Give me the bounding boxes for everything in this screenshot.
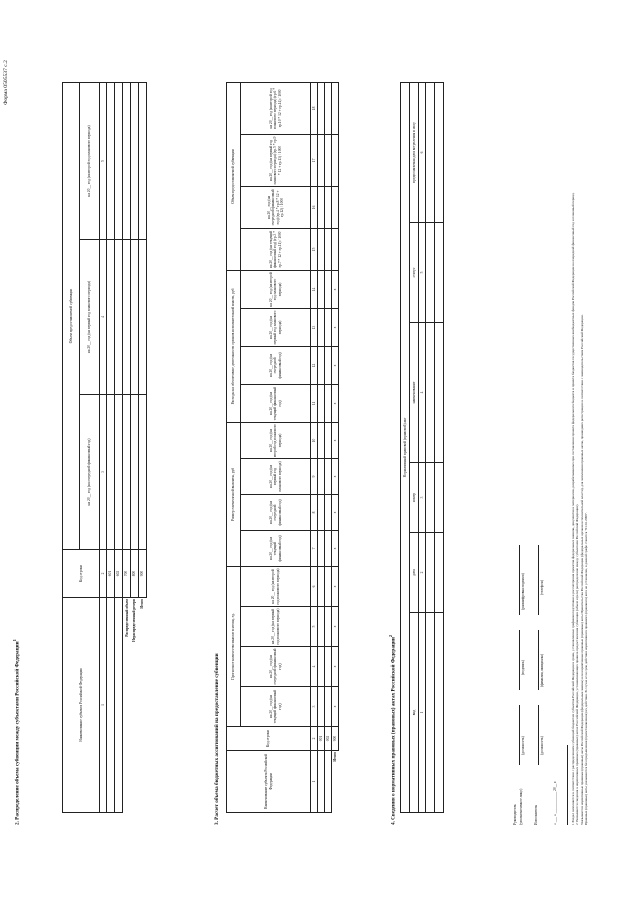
s2-head-code: Код строки [63,550,100,598]
s4-colnum: 3 [419,463,426,533]
s3-cell [325,384,332,422]
s3-row-code: 001 [318,727,325,751]
s3-colnum: 16 [311,186,318,228]
section4-title-text: 4. Сведения о нормативных правовых (правовых) актах Российской Федерации [390,637,397,825]
s3-head-code: Код строки [227,727,311,751]
s2-cell [115,395,123,550]
s2-total-label: Распределенный объем [124,599,129,637]
s2-row-code: 602 [115,550,123,598]
table-row [107,83,115,813]
s3-cell [325,566,332,606]
s3-colnum: 17 [311,134,318,186]
phone-caption: (телефон) [540,579,544,595]
s3-colnum-row [311,82,318,812]
s3-colnum: 8 [311,494,318,530]
s3-cell [318,566,325,606]
s3-head-admin: Расходы на обеспечение деятельности органов исполнительной власти, руб [227,270,241,422]
section2-title [12,639,21,825]
s3-colnum: 3 [311,687,318,727]
s2-colnum: 3 [100,395,107,550]
footnote-1: 1 Раздел заполняется в соответствии с распределением субвенций бюджетам субъектов Российской Федерации в сроки, установленные графиком подготовки и рассмотрения проектов федеральных законов, документов и материалов, разрабатываемых при составлении проекта федерального бюджета и проекта бюджетов государственных внебюджетных фондов Российской Федерации на очередной финансовый год и плановый период. [571,192,575,825]
footnote-separator [567,745,568,825]
fio-caption: (фамилия, инициалы) [540,653,544,687]
s3-cell [325,228,332,270]
s2-total-code: 700 [123,550,131,598]
s3-x: x [332,607,339,647]
s3-sub: на 20__ год (на второй год планового периода) [241,270,311,308]
s2-head-year1: на 20__ год (на очередной финансовый год) [80,395,100,550]
s2-total-label: Итого [140,599,145,609]
s2-head-name: Наименование субъекта Российской Федерации [63,598,100,813]
signature-line [538,705,539,765]
s3-x: x [332,687,339,727]
s3-cell [318,82,325,134]
s3-x: x [332,458,339,494]
s3-x: x [332,346,339,384]
footnote-4: Правовые (правовые) акты указываются без предъявления (приостановления) их действия. В случае если срок действия нормативного правового (правового) акта не установлен, в данной графе ставится "01.01.2099". [583,511,588,825]
s4-colnum: 4 [419,323,426,463]
s3-cell [325,607,332,647]
s4-colnum: 2 [419,533,426,613]
s2-cell [139,83,147,240]
s3-cell [318,270,325,308]
s3-cell [325,308,332,346]
s4-head-col: наименование [410,323,419,463]
s4-cell [426,463,435,533]
s4-head-col: предполагаемая дата вступления в силу [410,82,419,222]
s3-sub: на 20__ год (на очередной финансовый год) (гр.4 * гр.8 * 12 + гр.12) / 1000 [241,186,311,228]
s3-cell [318,530,325,566]
s2-colnum: 4 [100,240,107,395]
s3-cell [318,751,325,813]
s3-cell [325,687,332,727]
s3-cell [325,134,332,186]
s2-cell [107,83,115,240]
executor-label: Исполнитель [534,804,538,825]
s2-cell [131,83,139,240]
section2-title-text: 2. Распределение объема субвенции между субъектами Российской Федерации [14,641,21,825]
s3-colnum: 2 [311,727,318,751]
s2-cell [131,395,139,550]
s3-cell [325,82,332,134]
s2-colnum: 1 [100,598,107,813]
s3-x: x [332,647,339,687]
s2-head-year2: на 20__ год (на первый год планового периода) [80,240,100,395]
s3-sub: на 20__ год (на второй год планового периода) (гр.6 * гр.10 * 12 + гр.14) / 1000 [241,82,311,134]
s3-cell [318,458,325,494]
s3-cell [318,687,325,727]
s2-row-code: 601 [107,550,115,598]
s3-cell [325,494,332,530]
s2-cell [139,240,147,395]
section4-title [388,635,397,825]
s3-cell [325,647,332,687]
table-row [332,82,339,812]
s3-head-count: Прогнозное количество выплат в месяц, ед. [227,566,241,726]
s3-x: x [332,494,339,530]
signature-line [538,630,539,690]
s3-sub: на 20__ год (на очередной финансовый год) [241,647,311,687]
s3-colnum: 13 [311,308,318,346]
s4-cell [435,533,444,613]
s3-sub: на 20__ год (на первый год планового периода) [241,607,311,647]
s3-cell [318,186,325,228]
s3-cell [325,422,332,458]
s4-cell [435,82,444,222]
signature-line [519,705,520,765]
s2-total-label: Нераспределенный резерв [132,599,137,642]
footnote-2: 2 Указываются сведения о нормативных правовых (правовых) актах Российской Федерации, устанавливающих правила предоставления субвенции (объем и (или) распределение между субъектами Российской Федерации). [575,503,580,825]
s3-head-volume: Объем предоставляемой субвенции [227,82,241,270]
signature-line [519,630,520,690]
s4-head-col: вид [410,613,419,813]
s3-colnum: 12 [311,346,318,384]
s3-cell [318,422,325,458]
s2-total-code: 900 [139,550,147,598]
s3-cell [325,186,332,228]
s3-sub: на 20__ год (на очередной финансовый год) [241,494,311,530]
decoding-caption: (расшифровка подписи) [521,573,525,610]
s4-cell [426,223,435,323]
s3-cell [332,82,339,134]
s2-colnum: 5 [100,83,107,240]
s3-cell [318,308,325,346]
s4-cell [426,533,435,613]
table-row [131,83,139,813]
s2-cell [107,240,115,395]
s4-colnum: 5 [419,223,426,323]
s3-colnum: 7 [311,530,318,566]
s3-colnum: 6 [311,566,318,606]
s2-cell [107,598,115,813]
s3-cell [318,384,325,422]
table-row [426,82,435,812]
s4-cell [435,323,444,463]
s3-sub: на 20__ год (на очередной финансовый год) [241,346,311,384]
section2-footnote-mark: 1 [12,639,17,642]
s3-x: x [332,530,339,566]
s3-cell [325,270,332,308]
table-row [325,82,332,812]
s3-cell [325,751,332,813]
s3-cell [325,458,332,494]
table-row [318,82,325,812]
s3-head-name: Наименование субъекта Российской Федерации [227,751,311,813]
s2-cell [131,240,139,395]
s3-x: x [332,422,339,458]
s2-cell [115,83,123,240]
s4-head-col: статус [410,223,419,323]
head-label-2: (уполномоченное лицо) [519,788,523,825]
table-row [435,82,444,812]
s3-colnum: 1 [311,751,318,813]
s3-cell [332,228,339,270]
s3-cell [332,186,339,228]
s3-head-size: Размер ежемесячной выплаты, руб [227,422,241,566]
s4-cell [435,613,444,813]
s3-x: x [332,566,339,606]
section4-footnote-mark: 2 [388,634,393,638]
s3-cell [318,607,325,647]
table-row [115,83,123,813]
s3-sub: на 20__ год (на первый год планового периода) [241,458,311,494]
s3-cell [325,346,332,384]
s3-cell [318,647,325,687]
s3-sub: на 20__ год (на текущий финансовый год) (гр.3 * гр.7 * 12 + гр.11) / 1000 [241,228,311,270]
s3-cell [318,494,325,530]
s3-colnum: 4 [311,647,318,687]
s3-cell [325,530,332,566]
position-caption: (должность) [540,736,544,755]
s4-cell [426,323,435,463]
signature-line [519,545,520,615]
s4-colnum: 1 [419,613,426,813]
position-caption: (должность) [521,736,525,755]
s2-cell [115,598,123,813]
s4-colnum: 6 [419,82,426,222]
s4-cell [435,463,444,533]
section3-table [226,82,339,813]
s3-cell [318,346,325,384]
s3-x: x [332,384,339,422]
footnote-3: Указываются нормативные правовые (правовые) акты Российской Федерации (федеральные законы) или нормативные правовые (правовые) акты Правительства Российской Федерации (федеральных органов исполнительной власти), для заполнения правовых актов, прошедших регистрацию в соответствии с законодательством Российской Федерации. [579,314,584,825]
s4-head-col: дата [410,533,419,613]
s2-cell [123,240,131,395]
s3-x: x [332,308,339,346]
s3-colnum: 9 [311,458,318,494]
signature-line [538,545,539,615]
s4-cell [426,82,435,222]
table-row [139,83,147,813]
s2-cell [123,83,131,240]
s2-cell [123,395,131,550]
s2-head-group: Объем предоставляемой субвенции [63,83,80,550]
s3-total-label: Итого [333,752,338,762]
s3-colnum: 11 [311,384,318,422]
s3-sub: на 20__ год (на второй год планового периода) [241,422,311,458]
s3-x: x [332,270,339,308]
section4-table [400,82,444,813]
s3-colnum: 10 [311,422,318,458]
s2-colnum: 2 [100,550,107,598]
s3-sub: на 20__ год (на текущий финансовый год) [241,530,311,566]
s2-cell [107,395,115,550]
s3-colnum: 15 [311,228,318,270]
s3-sub: на 20__ год (на текущий финансовый год) [241,384,311,422]
s4-head-group: Нормативный правовой (правовой) акт [401,82,410,812]
s4-head-col: номер [410,463,419,533]
s3-sub: на 20__ год (на второй год планового периода) [241,566,311,606]
s3-total-code: 900 [332,727,339,751]
s4-cell [435,223,444,323]
s3-sub: на 20__ год (на текущий финансовый год) [241,687,311,727]
s2-head-year3: на 20__ год (на второй год планового периода) [80,83,100,240]
s2-cell [139,395,147,550]
s2-total-code: 800 [131,550,139,598]
s3-colnum: 5 [311,607,318,647]
s2-cell [115,240,123,395]
section3-title: 3. Расчет объема бюджетных ассигнований на предоставление субвенции [214,653,220,825]
signature-caption: (подпись) [521,660,525,675]
s3-sub: на 20__ год (на первый год планового периода) [241,308,311,346]
section2-table [62,82,147,813]
form-code: Форма 0505537 с.2 [3,60,9,105]
s3-cell [318,228,325,270]
s3-cell [318,134,325,186]
s3-colnum: 14 [311,270,318,308]
table-row [123,83,131,813]
s3-cell [332,134,339,186]
s3-colnum: 18 [311,82,318,134]
s4-cell [426,613,435,813]
s3-row-code: 002 [325,727,332,751]
date-line: « ___ » ____________ 20__ г. [553,780,557,825]
footnotes [571,85,588,825]
head-label: Руководитель [513,804,517,825]
s3-sub: на 20__ год (на первый год планового периода) (гр.5 * гр.9 * 12 + гр.13) / 1000 [241,134,311,186]
